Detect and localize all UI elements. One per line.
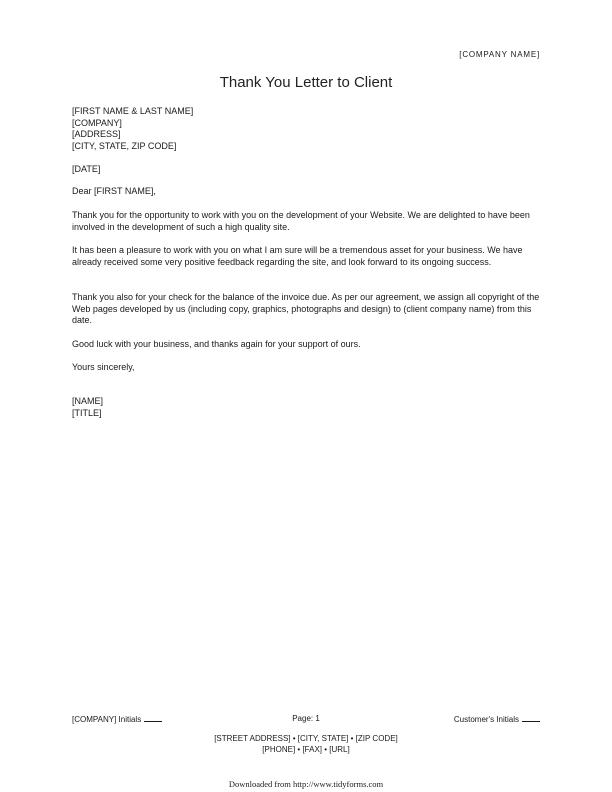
customer-initials bbox=[454, 714, 540, 724]
customer-initials-label: Customer's Initials bbox=[453, 715, 519, 724]
footer-address-line-2: [PHONE] • [FAX] • [URL] bbox=[262, 744, 350, 754]
page-number: Page: 1 bbox=[292, 714, 320, 723]
greeting: Dear [FIRST NAME], bbox=[72, 186, 156, 196]
company-initials-label: [COMPANY] Initials bbox=[72, 715, 142, 724]
signature-block bbox=[72, 396, 542, 419]
recipient-company: [COMPANY] bbox=[72, 117, 122, 128]
recipient-address-block bbox=[72, 106, 542, 152]
letter-date: [DATE] bbox=[72, 164, 101, 174]
paragraph-opportunity: Thank you for the opportunity to work with you on the development of your Website. We are delighted to have been involved in the development of such a high quality site. bbox=[72, 210, 530, 232]
footer-initials-row bbox=[72, 714, 540, 726]
company-name-header: [COMPANY NAME] bbox=[459, 50, 540, 59]
recipient-address: [ADDRESS] bbox=[72, 129, 121, 139]
download-note: Downloaded from http://www.tidyforms.com bbox=[228, 779, 384, 789]
footer-address-line-1: [STREET ADDRESS] • [CITY, STATE] • [ZIP CODE] bbox=[214, 734, 398, 743]
paragraph-good-luck: Good luck with your business, and thanks again for your support of ours. bbox=[72, 339, 361, 349]
closing: Yours sincerely, bbox=[72, 362, 135, 372]
paragraph-pleasure: It has been a pleasure to work with you on what I am sure will be a tremendous asset for your business. We have already received some very positive feedback regarding the site, and look forward to its ongoing success. bbox=[72, 245, 523, 267]
page-title: Thank You Letter to Client bbox=[219, 74, 393, 91]
paragraph-payment: Thank you also for your check for the balance of the invoice due. As per our agreement, we assign all copyright of the Web pages developed by us (including copy, graphics, photographs and design) to (client company name) from this date. bbox=[72, 292, 540, 325]
footer-address bbox=[0, 734, 612, 755]
recipient-name: [FIRST NAME & LAST NAME] bbox=[72, 106, 194, 116]
customer-initials-blank[interactable] bbox=[522, 714, 540, 722]
signature-name: [NAME] bbox=[72, 396, 104, 406]
signature-title: [TITLE] bbox=[72, 407, 102, 418]
recipient-city-state-zip: [CITY, STATE, ZIP CODE] bbox=[72, 140, 177, 151]
